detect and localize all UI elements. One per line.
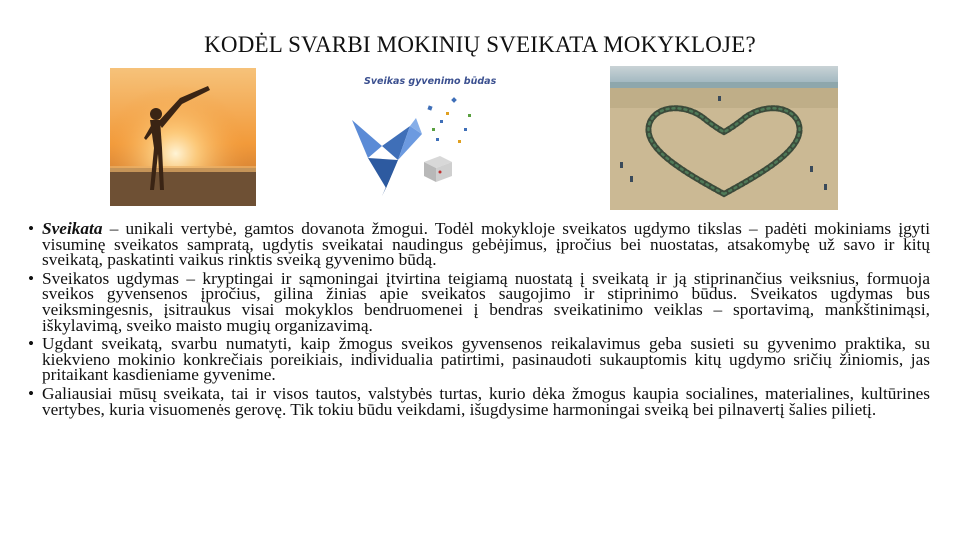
bullet-text: – unikali vertybė, gamtos dovanota žmogui. Todėl mokykloje sveikatos ugdymo tikslas – padėti mokiniams įgyti visuminę sveikatos sampratą, ugdytis sveikatai naudingus gebėjimus, įpročius bei nuostatas, atsakomybę už savo ir kitų sveikatą, paskatinti vaikus rinktis sveiką gyvenimo būdą.	[42, 219, 930, 270]
slide-title: KODĖL SVARBI MOKINIŲ SVEIKATA MOKYKLOJE?	[204, 32, 756, 57]
bullet-list-container	[28, 221, 930, 420]
bullet-sveikatos-ugdymas	[28, 268, 930, 335]
bird-caption: Sveikas gyvenimo būdas	[364, 76, 497, 87]
bullet-text: Sveikatos ugdymas – kryptingai ir sąmoningai įtvirtina teigiamą nuostatą į sveikatą ir ją stiprinančius veiksnius, formuoja sveikos gyvensenos įpročius, gilina žinias apie sveikatos saugojimo ir stiprinimo būdus. Sveikatos ugdymas bus veiksmingesnis, įsitraukus visai mokyklos bendruomenei į bendras sveikatinimo veiklas – sportavimą, mankštinimąsi, iškylavimą, sveiko maisto mugių organizavimą.	[42, 268, 930, 335]
bullet-text: Ugdant sveikatą, svarbu numatyti, kaip žmogus sveikos gyvensenos reikalavimus geba susieti su gyvenimo praktika, su kiekvieno mokinio konkrečiais poreikiais, individualia patirtimi, pasinaudoti sukauptomis kitų ugdymo sričių žiniomis, jas pritaikant kasdieniame gyvenime.	[42, 334, 930, 385]
bullet-galiausiai	[28, 383, 930, 419]
bullet-list	[28, 221, 930, 417]
bullet-sveikata	[28, 221, 930, 268]
beach-heart-image	[610, 66, 838, 210]
bullet-term: Sveikata	[42, 219, 103, 238]
bullet-ugdant-sveikata	[28, 336, 930, 383]
bullet-text: Galiausiai mūsų sveikata, tai ir visos tautos, valstybės turtas, kurio dėka žmogus kaupia socialines, materialines, kultūrines vertybes, kuria visuomenės gerovę. Tik tokiu būdu veikdami, išugdysime harmoningai sveiką bei pilnavertį šalies pilietį.	[42, 383, 930, 419]
sunset-yoga-image	[110, 68, 256, 206]
origami-bird-image	[340, 68, 510, 206]
